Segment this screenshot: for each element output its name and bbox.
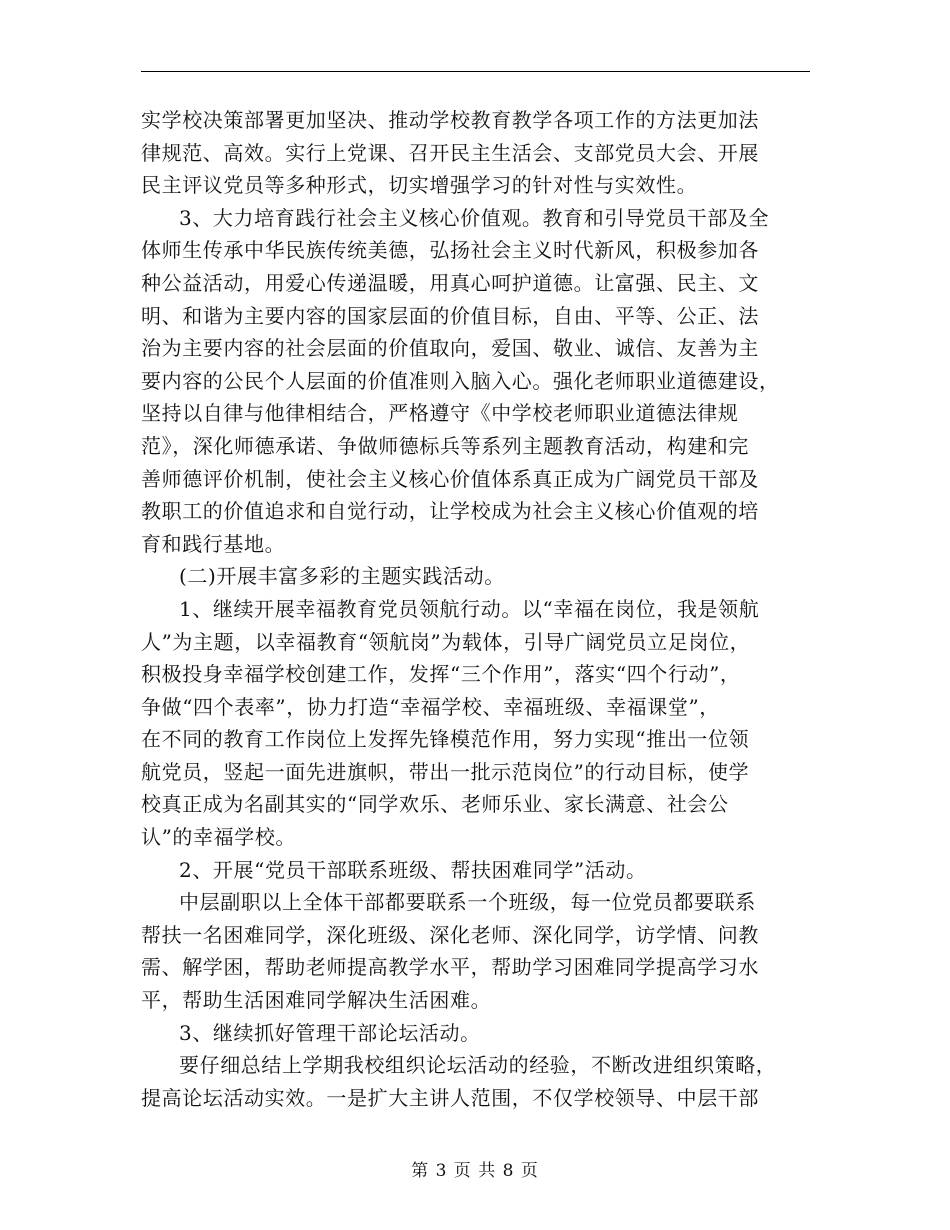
text-line: 律规范、高效。实行上党课、召开民主生活会、支部党员大会、开展 (141, 140, 759, 165)
text-line: 航党员，竖起一面先进旗帜，带出一批示范岗位”的行动目标，使学 (141, 759, 750, 784)
text-line: 体师生传承中华民族传统美德，弘扬社会主义时代新风，积极参加各 (141, 238, 759, 263)
text-line: 校真正成为名副其实的“同学欢乐、老师乐业、家长满意、社会公 (141, 792, 729, 817)
text-line: 教职工的价值追求和自觉行动，让学校成为社会主义核心价值观的培 (141, 499, 759, 524)
text-line: 育和践行基地。 (141, 531, 286, 556)
text-line: 3、继续抓好管理干部论坛活动。 (179, 1020, 481, 1045)
document-body (141, 104, 813, 1114)
text-line: 要仔细总结上学期我校组织论坛活动的经验，不断改进组织策略， (179, 1053, 777, 1078)
text-line: 治为主要内容的社会层面的价值取向，爱国、敬业、诚信、友善为主 (141, 336, 759, 361)
text-line: 善师德评价机制，使社会主义核心价值体系真正成为广阔党员干部及 (141, 466, 759, 491)
text-line: 人”为主题，以幸福教育“领航岗”为载体，引导广阔党员立足岗位， (141, 629, 751, 654)
text-line: 坚持以自律与他律相结合，严格遵守《中学校老师职业道德法律规 (141, 401, 739, 426)
text-line: 要内容的公民个人层面的价值准则入脑入心。强化老师职业道德建设， (141, 368, 780, 393)
text-line: 种公益活动，用爱心传递温暖，用真心呵护道德。让富强、民主、文 (141, 270, 759, 295)
text-line: 2、开展“党员干部联系班级、帮扶困难同学”活动。 (179, 857, 647, 882)
text-line: 平，帮助生活困难同学解决生活困难。 (141, 988, 492, 1013)
page-footer: 第 3 页 共 8 页 (411, 1161, 539, 1181)
text-line: 明、和谐为主要内容的国家层面的价值目标，自由、平等、公正、法 (141, 303, 759, 328)
text-line: 中层副职以上全体干部都要联系一个班级，每一位党员都要联系 (179, 890, 756, 915)
text-line: 实学校决策部署更加坚决、推动学校教育教学各项工作的方法更加法 (141, 108, 759, 132)
text-line: 帮扶一名困难同学，深化班级、深化老师、深化同学，访学情、问教 (141, 922, 759, 947)
text-line: 民主评议党员等多种形式，切实增强学习的针对性与实效性。 (141, 173, 698, 198)
text-line: 在不同的教育工作岗位上发挥先锋模范作用，努力实现“推出一位领 (141, 727, 750, 752)
text-line: 积极投身幸福学校创建工作，发挥“三个作用”，落实“四个行动”， (141, 662, 741, 687)
text-line: 3、大力培育践行社会主义核心价值观。教育和引导党员干部及全 (179, 205, 770, 230)
text-line: 认”的幸福学校。 (141, 825, 297, 850)
text-line: 需、解学困，帮助老师提高教学水平，帮助学习困难同学提高学习水 (141, 955, 759, 980)
section-heading: (二)开展丰富多彩的主题实践活动。 (179, 564, 505, 589)
header-rule (141, 71, 810, 72)
text-line: 提高论坛活动实效。一是扩大主讲人范围，不仅学校领导、中层干部 (141, 1085, 759, 1110)
text-line: 范》，深化师德承诺、争做师德标兵等系列主题教育活动，构建和完 (141, 433, 749, 458)
text-line: 1、继续开展幸福教育党员领航行动。以“幸福在岗位，我是领航 (179, 596, 760, 621)
text-line: 争做“四个表率”，协力打造“幸福学校、幸福班级、幸福课堂”， (141, 694, 720, 719)
